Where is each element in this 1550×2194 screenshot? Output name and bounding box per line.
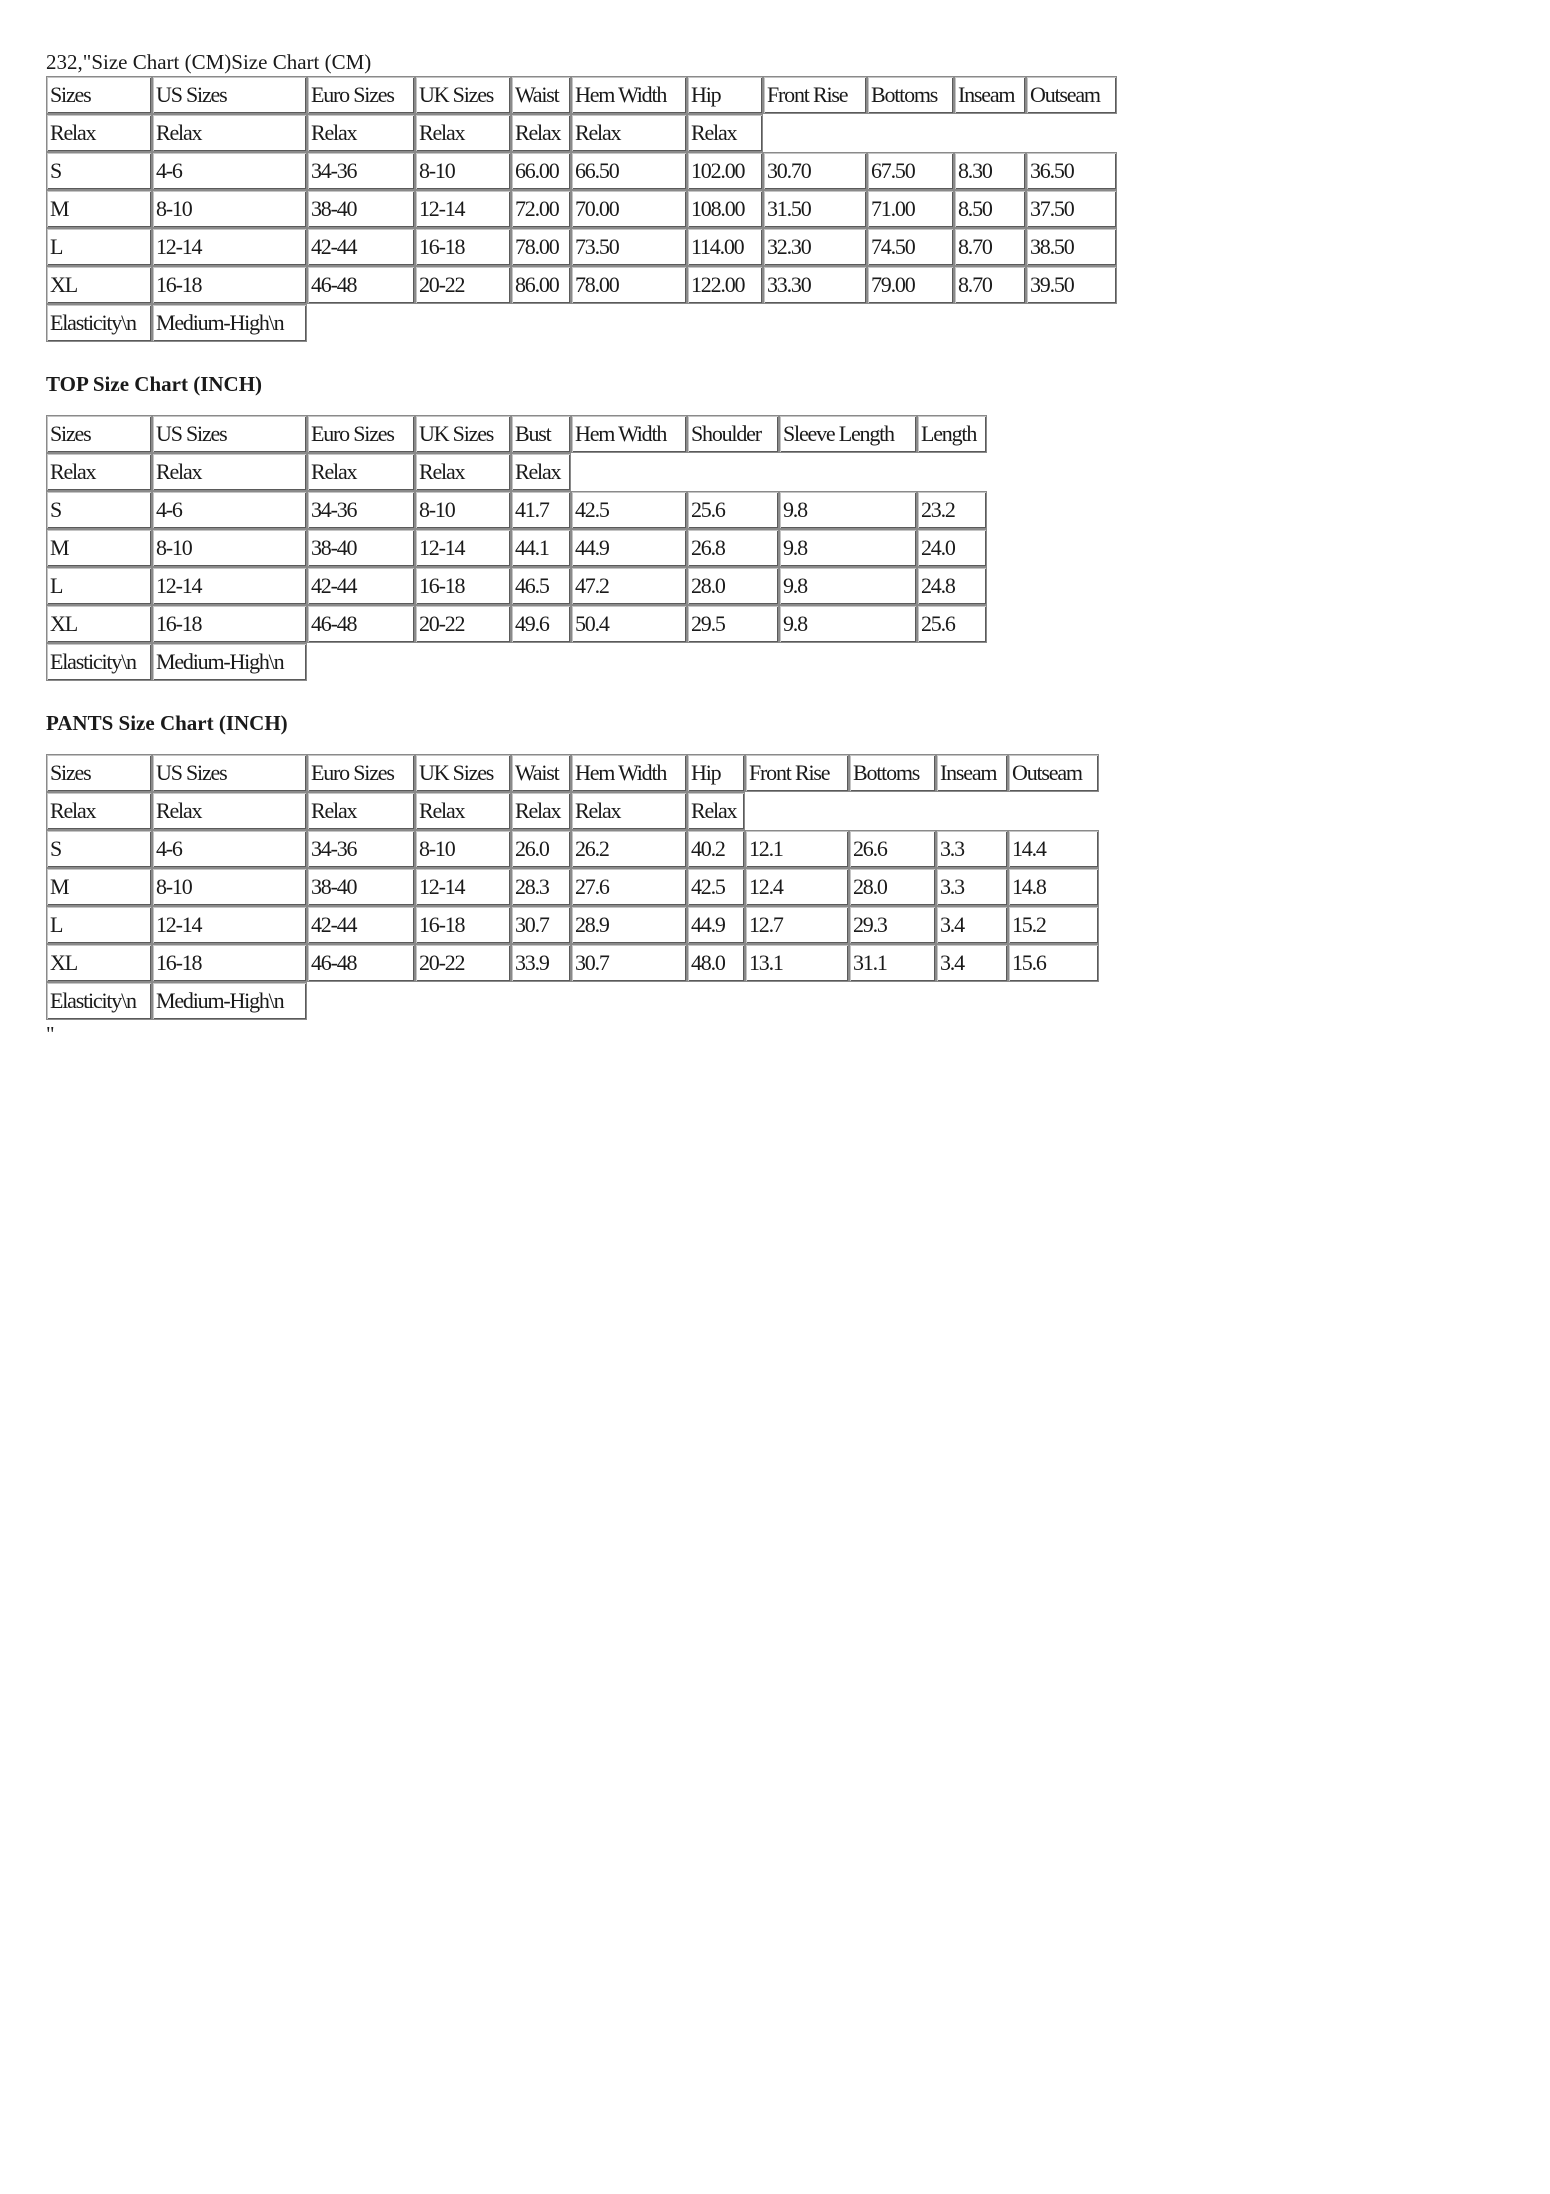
table-cell: L bbox=[46, 567, 152, 605]
table-cell: 15.6 bbox=[1008, 944, 1099, 982]
table-cell: 38-40 bbox=[307, 868, 415, 906]
table-cell: 24.8 bbox=[917, 567, 987, 605]
column-header-cell: UK Sizes bbox=[415, 76, 511, 114]
table-cell: 79.00 bbox=[867, 266, 954, 304]
table-cell: 31.1 bbox=[849, 944, 936, 982]
table-cell: 12.4 bbox=[745, 868, 849, 906]
table-row bbox=[46, 906, 1099, 944]
document-header-line: 232,"Size Chart (CM)Size Chart (CM) bbox=[46, 50, 372, 74]
table-cell: 26.0 bbox=[511, 830, 571, 868]
column-header-cell: Sizes bbox=[46, 415, 152, 453]
table-row bbox=[46, 792, 745, 830]
column-header-cell: Bust bbox=[511, 415, 571, 453]
table-cell: Relax bbox=[152, 792, 307, 830]
table-cell: 38.50 bbox=[1026, 228, 1117, 266]
table-cell: 67.50 bbox=[867, 152, 954, 190]
table-cell: 4-6 bbox=[152, 491, 307, 529]
table-header-row bbox=[46, 754, 1099, 792]
table-cell: 8.70 bbox=[954, 266, 1026, 304]
table-cell: 46-48 bbox=[307, 266, 415, 304]
table-cell: 31.50 bbox=[763, 190, 867, 228]
table-cell: Relax bbox=[571, 114, 687, 152]
table-cell: 38-40 bbox=[307, 529, 415, 567]
table-cell: 46-48 bbox=[307, 605, 415, 643]
table-cell: 3.3 bbox=[936, 868, 1008, 906]
document bbox=[46, 48, 1117, 1046]
table-cell: 78.00 bbox=[511, 228, 571, 266]
table-cell: Elasticity\n bbox=[46, 643, 152, 681]
table-cell: Relax bbox=[307, 453, 415, 491]
table-cell: 29.5 bbox=[687, 605, 779, 643]
table-cell: 66.00 bbox=[511, 152, 571, 190]
column-header-cell: Hem Width bbox=[571, 415, 687, 453]
table-cell: 49.6 bbox=[511, 605, 571, 643]
table-cell: Medium-High\n bbox=[152, 643, 307, 681]
column-header-cell: Bottoms bbox=[867, 76, 954, 114]
table-cell: 8-10 bbox=[415, 830, 511, 868]
table-cell: 20-22 bbox=[415, 944, 511, 982]
column-header-cell: UK Sizes bbox=[415, 754, 511, 792]
table-cell: 12-14 bbox=[415, 190, 511, 228]
table-cell: 25.6 bbox=[917, 605, 987, 643]
table-cell: 36.50 bbox=[1026, 152, 1117, 190]
column-header-cell: UK Sizes bbox=[415, 415, 511, 453]
table-row bbox=[46, 830, 1099, 868]
table-cell: 71.00 bbox=[867, 190, 954, 228]
pants-size-chart-table bbox=[46, 754, 1099, 1020]
column-header-cell: Sizes bbox=[46, 754, 152, 792]
table-cell: XL bbox=[46, 266, 152, 304]
table-cell: 48.0 bbox=[687, 944, 745, 982]
table-cell: 46-48 bbox=[307, 944, 415, 982]
table-cell: 42-44 bbox=[307, 228, 415, 266]
table-cell: Relax bbox=[307, 792, 415, 830]
table-cell: Relax bbox=[415, 114, 511, 152]
table-cell: 114.00 bbox=[687, 228, 763, 266]
table-cell: 8.50 bbox=[954, 190, 1026, 228]
table-cell: Elasticity\n bbox=[46, 982, 152, 1020]
column-header-cell: Waist bbox=[511, 76, 571, 114]
table-cell: 34-36 bbox=[307, 491, 415, 529]
table-cell: 28.9 bbox=[571, 906, 687, 944]
table-cell: 42.5 bbox=[571, 491, 687, 529]
top-size-chart-table bbox=[46, 415, 987, 681]
table-cell: 16-18 bbox=[415, 567, 511, 605]
table-row bbox=[46, 304, 307, 342]
table-cell: 86.00 bbox=[511, 266, 571, 304]
column-header-cell: Front Rise bbox=[745, 754, 849, 792]
table-cell: 34-36 bbox=[307, 152, 415, 190]
table-row bbox=[46, 453, 571, 491]
table-cell: 16-18 bbox=[415, 906, 511, 944]
top-chart-title: TOP Size Chart (INCH) bbox=[46, 372, 263, 396]
column-header-cell: Hem Width bbox=[571, 76, 687, 114]
table-cell: 20-22 bbox=[415, 266, 511, 304]
table-cell: 47.2 bbox=[571, 567, 687, 605]
table-cell: 102.00 bbox=[687, 152, 763, 190]
table-row bbox=[46, 529, 987, 567]
column-header-cell: Euro Sizes bbox=[307, 754, 415, 792]
table-cell: 33.9 bbox=[511, 944, 571, 982]
table-cell: 12-14 bbox=[415, 868, 511, 906]
table-cell: 23.2 bbox=[917, 491, 987, 529]
table-cell: Relax bbox=[511, 114, 571, 152]
table-cell: 12-14 bbox=[152, 228, 307, 266]
table-cell: 8-10 bbox=[415, 491, 511, 529]
table-cell: 4-6 bbox=[152, 830, 307, 868]
table-cell: 74.50 bbox=[867, 228, 954, 266]
column-header-cell: Length bbox=[917, 415, 987, 453]
table-cell: 3.4 bbox=[936, 906, 1008, 944]
table-cell: 12.7 bbox=[745, 906, 849, 944]
table-cell: 46.5 bbox=[511, 567, 571, 605]
table-cell: Relax bbox=[687, 114, 763, 152]
table-row bbox=[46, 567, 987, 605]
table-cell: 108.00 bbox=[687, 190, 763, 228]
table-cell: 8.30 bbox=[954, 152, 1026, 190]
column-header-cell: Outseam bbox=[1008, 754, 1099, 792]
table-cell: 122.00 bbox=[687, 266, 763, 304]
table-cell: Relax bbox=[46, 453, 152, 491]
table-cell: Relax bbox=[511, 453, 571, 491]
table-cell: 8-10 bbox=[152, 529, 307, 567]
table-cell: 16-18 bbox=[152, 266, 307, 304]
column-header-cell: Waist bbox=[511, 754, 571, 792]
table-cell: 40.2 bbox=[687, 830, 745, 868]
pants-chart-title: PANTS Size Chart (INCH) bbox=[46, 711, 288, 735]
cm-size-chart-table bbox=[46, 76, 1117, 342]
table-cell: 16-18 bbox=[152, 605, 307, 643]
table-cell: 20-22 bbox=[415, 605, 511, 643]
table-cell: 44.9 bbox=[687, 906, 745, 944]
table-cell: M bbox=[46, 868, 152, 906]
table-cell: M bbox=[46, 190, 152, 228]
table-cell: 78.00 bbox=[571, 266, 687, 304]
table-cell: 9.8 bbox=[779, 491, 917, 529]
column-header-cell: Euro Sizes bbox=[307, 415, 415, 453]
table-cell: 34-36 bbox=[307, 830, 415, 868]
table-cell: Relax bbox=[46, 792, 152, 830]
column-header-cell: Sleeve Length bbox=[779, 415, 917, 453]
table-row bbox=[46, 982, 307, 1020]
table-cell: Relax bbox=[571, 792, 687, 830]
column-header-cell: Outseam bbox=[1026, 76, 1117, 114]
table-cell: 13.1 bbox=[745, 944, 849, 982]
table-cell: 24.0 bbox=[917, 529, 987, 567]
table-row bbox=[46, 944, 1099, 982]
table-cell: 72.00 bbox=[511, 190, 571, 228]
table-cell: 3.3 bbox=[936, 830, 1008, 868]
table-cell: 27.6 bbox=[571, 868, 687, 906]
table-cell: 29.3 bbox=[849, 906, 936, 944]
table-cell: 28.0 bbox=[687, 567, 779, 605]
table-cell: Elasticity\n bbox=[46, 304, 152, 342]
table-cell: 15.2 bbox=[1008, 906, 1099, 944]
table-header-row bbox=[46, 76, 1117, 114]
table-cell: 12.1 bbox=[745, 830, 849, 868]
table-cell: 9.8 bbox=[779, 529, 917, 567]
table-cell: Relax bbox=[415, 792, 511, 830]
column-header-cell: Hip bbox=[687, 76, 763, 114]
column-header-cell: Euro Sizes bbox=[307, 76, 415, 114]
table-cell: 44.1 bbox=[511, 529, 571, 567]
table-cell: 30.7 bbox=[511, 906, 571, 944]
table-row bbox=[46, 114, 763, 152]
table-cell: Medium-High\n bbox=[152, 304, 307, 342]
table-cell: Relax bbox=[687, 792, 745, 830]
table-cell: 8.70 bbox=[954, 228, 1026, 266]
table-cell: 16-18 bbox=[415, 228, 511, 266]
table-cell: 42.5 bbox=[687, 868, 745, 906]
table-cell: XL bbox=[46, 944, 152, 982]
table-cell: 8-10 bbox=[415, 152, 511, 190]
table-cell: 66.50 bbox=[571, 152, 687, 190]
table-cell: 12-14 bbox=[152, 906, 307, 944]
table-cell: Relax bbox=[511, 792, 571, 830]
table-cell: 3.4 bbox=[936, 944, 1008, 982]
table-cell: 73.50 bbox=[571, 228, 687, 266]
column-header-cell: Hem Width bbox=[571, 754, 687, 792]
table-cell: M bbox=[46, 529, 152, 567]
table-cell: XL bbox=[46, 605, 152, 643]
table-cell: 12-14 bbox=[152, 567, 307, 605]
table-row bbox=[46, 868, 1099, 906]
table-cell: Relax bbox=[415, 453, 511, 491]
table-cell: 8-10 bbox=[152, 190, 307, 228]
table-cell: 9.8 bbox=[779, 567, 917, 605]
table-cell: Relax bbox=[152, 453, 307, 491]
table-cell: S bbox=[46, 491, 152, 529]
table-cell: 30.70 bbox=[763, 152, 867, 190]
column-header-cell: Inseam bbox=[936, 754, 1008, 792]
table-cell: 25.6 bbox=[687, 491, 779, 529]
table-cell: S bbox=[46, 830, 152, 868]
column-header-cell: Hip bbox=[687, 754, 745, 792]
table-cell: 16-18 bbox=[152, 944, 307, 982]
table-cell: 38-40 bbox=[307, 190, 415, 228]
table-row bbox=[46, 643, 307, 681]
table-cell: L bbox=[46, 906, 152, 944]
table-cell: L bbox=[46, 228, 152, 266]
table-cell: Relax bbox=[152, 114, 307, 152]
table-cell: 9.8 bbox=[779, 605, 917, 643]
table-cell: 26.8 bbox=[687, 529, 779, 567]
table-row bbox=[46, 190, 1117, 228]
table-cell: 41.7 bbox=[511, 491, 571, 529]
table-cell: 4-6 bbox=[152, 152, 307, 190]
closing-quote-mark: " bbox=[46, 1022, 55, 1046]
table-cell: Medium-High\n bbox=[152, 982, 307, 1020]
table-cell: Relax bbox=[307, 114, 415, 152]
column-header-cell: US Sizes bbox=[152, 754, 307, 792]
table-cell: 39.50 bbox=[1026, 266, 1117, 304]
table-cell: 28.3 bbox=[511, 868, 571, 906]
table-cell: 42-44 bbox=[307, 906, 415, 944]
table-cell: 26.2 bbox=[571, 830, 687, 868]
table-cell: Relax bbox=[46, 114, 152, 152]
table-row bbox=[46, 228, 1117, 266]
table-cell: 42-44 bbox=[307, 567, 415, 605]
table-cell: 32.30 bbox=[763, 228, 867, 266]
table-row bbox=[46, 266, 1117, 304]
table-cell: 28.0 bbox=[849, 868, 936, 906]
column-header-cell: Front Rise bbox=[763, 76, 867, 114]
column-header-cell: Inseam bbox=[954, 76, 1026, 114]
table-cell: 37.50 bbox=[1026, 190, 1117, 228]
table-cell: S bbox=[46, 152, 152, 190]
table-row bbox=[46, 605, 987, 643]
table-cell: 44.9 bbox=[571, 529, 687, 567]
column-header-cell: Sizes bbox=[46, 76, 152, 114]
table-cell: 50.4 bbox=[571, 605, 687, 643]
table-row bbox=[46, 491, 987, 529]
column-header-cell: Shoulder bbox=[687, 415, 779, 453]
table-cell: 70.00 bbox=[571, 190, 687, 228]
table-cell: 12-14 bbox=[415, 529, 511, 567]
table-cell: 26.6 bbox=[849, 830, 936, 868]
table-cell: 14.8 bbox=[1008, 868, 1099, 906]
table-row bbox=[46, 152, 1117, 190]
table-cell: 33.30 bbox=[763, 266, 867, 304]
table-cell: 30.7 bbox=[571, 944, 687, 982]
column-header-cell: US Sizes bbox=[152, 415, 307, 453]
column-header-cell: Bottoms bbox=[849, 754, 936, 792]
table-header-row bbox=[46, 415, 987, 453]
table-cell: 14.4 bbox=[1008, 830, 1099, 868]
table-cell: 8-10 bbox=[152, 868, 307, 906]
column-header-cell: US Sizes bbox=[152, 76, 307, 114]
